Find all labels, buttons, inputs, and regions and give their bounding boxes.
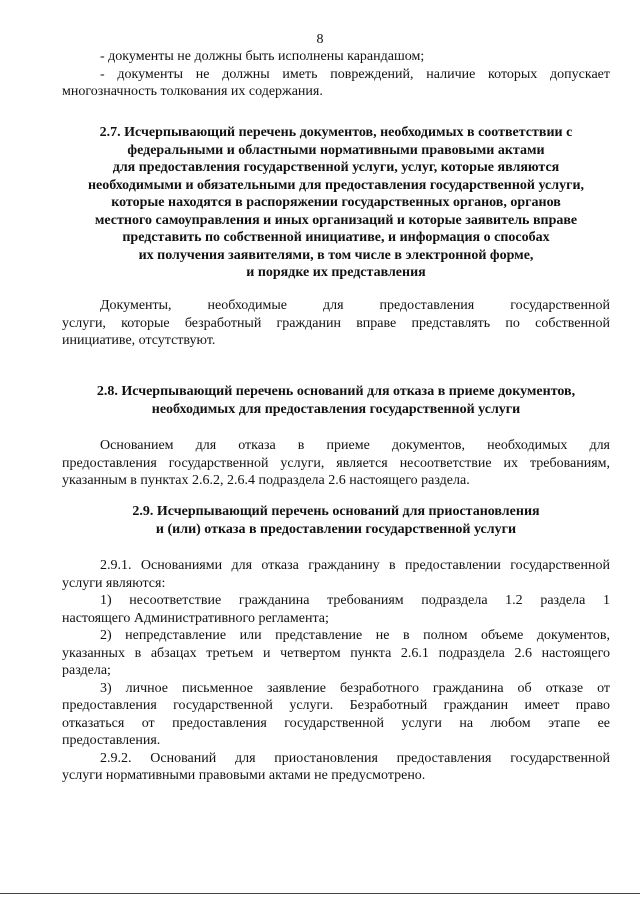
paragraph-line: предоставления.	[62, 733, 161, 748]
section-2-7-body	[62, 297, 610, 350]
paragraph-line: услуги нормативными правовыми актами не предусмотрено.	[62, 768, 426, 783]
list-item: - документы не должны быть исполнены карандашом;	[100, 49, 425, 64]
page-number: 8	[316, 32, 324, 47]
paragraph-line: 2.9.2. Оснований для приостановления предоставления государственной	[100, 750, 610, 766]
heading-line: федеральными и областными нормативными правовыми актами	[127, 142, 545, 158]
heading-line: 2.9. Исчерпывающий перечень оснований для приостановления	[132, 504, 540, 519]
heading-line: и (или) отказа в предоставлении государственной услуги	[155, 521, 517, 537]
section-2-8-heading	[62, 383, 610, 418]
paragraph-line: Документы, необходимые для предоставления государственной	[100, 298, 610, 313]
section-2-9-body	[62, 557, 610, 785]
section-2-9-heading	[62, 503, 610, 538]
paragraph-line: настоящего Административного регламента;	[62, 610, 329, 626]
paragraph-line: инициативе, отсутствуют.	[62, 333, 216, 348]
intro-list	[62, 48, 610, 101]
section-2-7-heading	[62, 124, 610, 282]
heading-line: представить по собственной инициативе, и информация о способах	[122, 230, 550, 245]
section-2-8-body	[62, 437, 610, 490]
paragraph-line: предоставления государственной услуги, является несоответствие их требованиям,	[62, 455, 610, 471]
bottom-rule	[0, 893, 640, 894]
heading-line: необходимых для предоставления государственной услуги	[151, 401, 521, 417]
paragraph-line: раздела;	[62, 663, 111, 678]
paragraph-line: указанных в абзацах третьем и четвертом пункта 2.6.1 подраздела 2.6 настоящего	[62, 645, 610, 661]
paragraph-line: указанным в пунктах 2.6.2, 2.6.4 подраздела 2.6 настоящего раздела.	[62, 473, 470, 488]
paragraph-line: 2.9.1. Основаниями для отказа гражданину в предоставлении государственной	[100, 558, 610, 573]
paragraph-line: 2) непредставление или представление не в полном объеме документов,	[100, 628, 610, 643]
paragraph-line: услуги являются:	[62, 575, 166, 591]
heading-line: и порядке их представления	[246, 265, 426, 280]
list-item-continuation: многозначность толкования их содержания.	[62, 84, 323, 99]
list-item: - документы не должны иметь повреждений, наличие которых допускает	[100, 66, 610, 82]
heading-line: их получения заявителями, в том числе в электронной форме,	[138, 247, 534, 263]
heading-line: местного самоуправления и иных организаций и которые заявитель вправе	[94, 212, 578, 228]
paragraph-line: услуги, которые безработный гражданин вправе представлять по собственной	[62, 315, 610, 331]
paragraph-line: 1) несоответствие гражданина требованиям подраздела 1.2 раздела 1	[100, 593, 610, 608]
heading-line: которые находятся в распоряжении государственных органов, органов	[111, 195, 561, 210]
paragraph-line: предоставления государственной услуги. Безработный гражданин имеет право	[62, 698, 610, 713]
heading-line: 2.7. Исчерпывающий перечень документов, необходимых в соответствии с	[99, 125, 573, 140]
heading-line: для предоставления государственной услуги, услуг, которые являются	[112, 160, 560, 175]
paragraph-line: отказаться от предоставления государственной услуги на любом этапе ее	[62, 715, 610, 731]
paragraph-line: Основанием для отказа в приеме документов, необходимых для	[100, 438, 610, 453]
heading-line: необходимыми и обязательными для предоставления государственной услуги,	[87, 177, 585, 193]
paragraph-line: 3) личное письменное заявление безработного гражданина об отказе от	[100, 680, 610, 696]
heading-line: 2.8. Исчерпывающий перечень оснований для отказа в приеме документов,	[96, 384, 576, 399]
